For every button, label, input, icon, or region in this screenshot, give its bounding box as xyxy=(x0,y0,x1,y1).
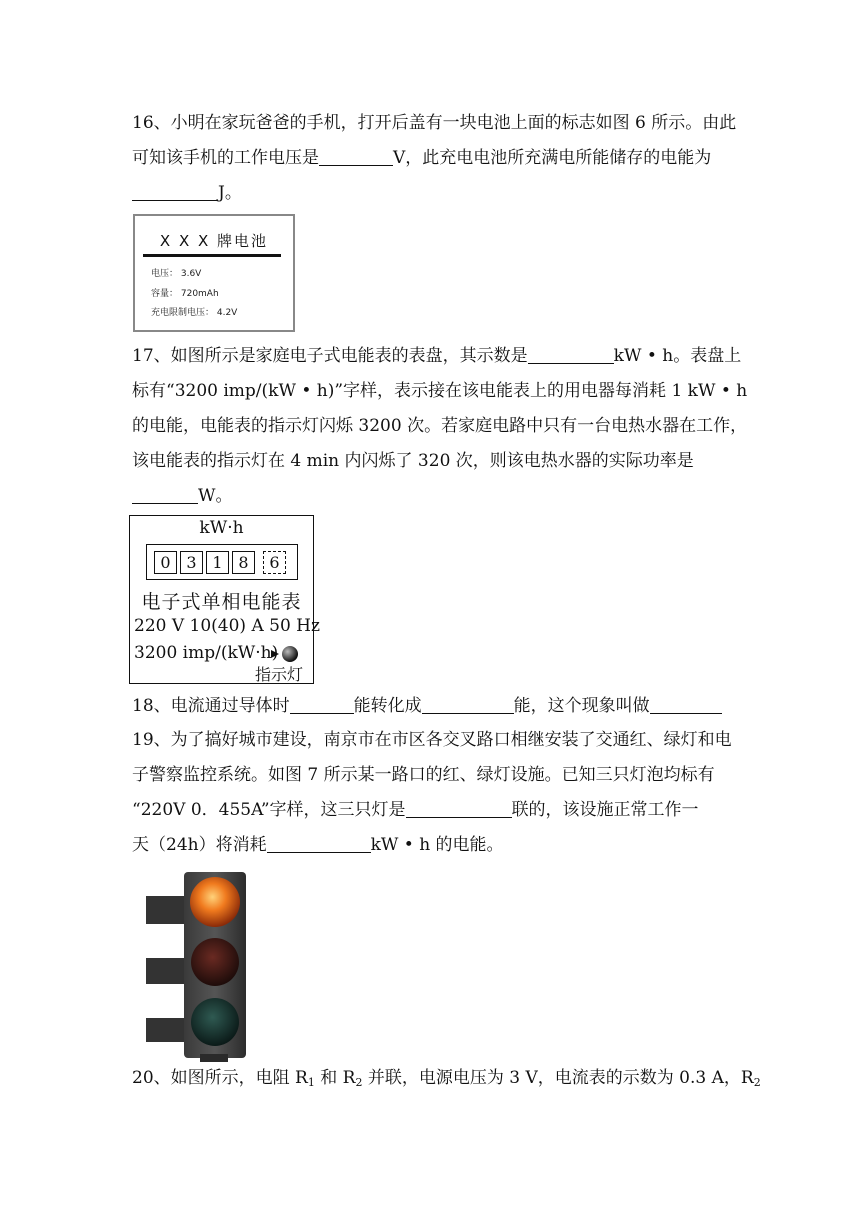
question-19 xyxy=(132,723,732,863)
answer-blank-energy[interactable] xyxy=(132,182,218,201)
q17-line-2: 标有“3200 imp/(kW • h)”字样，表示接在该电能表上的用电器每消耗 1 kW • h xyxy=(132,381,748,401)
meter-digit: 3 xyxy=(180,551,203,574)
answer-blank-energy-from[interactable] xyxy=(290,695,354,714)
question-20: 20、如图所示，电阻 $R_1$ 和 $R_2$ 并联，电源电压为 3 V，电流表的示数为 0.3 A，$R_2$ xyxy=(132,1068,761,1089)
battery-charge-limit: 充电限制电压： 4.2V xyxy=(151,308,238,318)
meter-rating: 220 V 10(40) A 50 Hz xyxy=(134,616,320,636)
answer-blank-energy-to[interactable] xyxy=(422,695,514,714)
meter-digit: 1 xyxy=(206,551,229,574)
arrow-icon xyxy=(271,650,279,658)
answer-blank-daily-energy[interactable] xyxy=(267,834,371,853)
question-18: 18、电流通过导体时 能转化成 能，这个现象叫做 xyxy=(132,689,732,724)
q19-line-4: 天（24h）将消耗 kW • h 的电能。 xyxy=(132,835,504,855)
meter-imp-constant: 3200 imp/(kW·h) xyxy=(134,643,279,663)
q17-line-3: 的电能，电能表的指示灯闪烁 3200 次。若家庭电路中只有一台电热水器在工作， xyxy=(132,416,748,436)
answer-blank-meter-reading[interactable] xyxy=(528,345,614,364)
indicator-lamp-icon xyxy=(282,646,298,662)
amber-lamp-dim xyxy=(191,938,239,986)
indicator-label: 指示灯 xyxy=(255,665,304,684)
red-lamp-lit xyxy=(190,877,240,927)
meter-name: 电子式单相电能表 xyxy=(141,591,302,613)
q19-line-2: 子警察监控系统。如图 7 所示某一路口的红、绿灯设施。已知三只灯泡均标有 xyxy=(132,765,715,785)
q16-line-1: 16、小明在家玩爸爸的手机，打开后盖有一块电池上面的标志如图 6 所示。由此 xyxy=(132,113,737,133)
q19-line-3: “220V 0．455A”字样，这三只灯是 联的，该设施正常工作一 xyxy=(132,800,699,820)
q17-line-5: W。 xyxy=(132,479,732,514)
left-visor xyxy=(146,1018,190,1042)
answer-blank-phenomenon[interactable] xyxy=(650,695,722,714)
battery-brand-title: X X X 牌电池 xyxy=(159,232,269,250)
q17-line-1: 17、如图所示是家庭电子式电能表的表盘，其示数是 kW • h。表盘上 xyxy=(132,346,742,366)
answer-blank-voltage[interactable] xyxy=(319,147,393,166)
meter-digit: 8 xyxy=(232,551,255,574)
meter-decimal-digit: 6 xyxy=(263,551,286,574)
answer-blank-power[interactable] xyxy=(132,485,198,504)
answer-blank-connection[interactable] xyxy=(406,799,512,818)
green-lamp-dim xyxy=(191,998,239,1046)
q19-line-1: 19、为了搞好城市建设，南京市在市区各交叉路口相继安装了交通红、绿灯和电 xyxy=(132,730,732,750)
battery-title-rule xyxy=(143,254,281,257)
question-16 xyxy=(132,106,737,211)
left-visor xyxy=(146,958,190,984)
q17-line-4: 该电能表的指示灯在 4 min 内闪烁了 320 次，则该电热水器的实际功率是 xyxy=(132,451,694,471)
left-visor xyxy=(146,896,190,924)
battery-voltage: 电压： 3.6V xyxy=(151,269,202,279)
meter-digit: 0 xyxy=(154,551,177,574)
electricity-meter-figure xyxy=(129,515,320,684)
q16-line-3: J。 xyxy=(132,176,732,211)
question-17 xyxy=(132,339,748,514)
q16-line-2: 可知该手机的工作电压是 V，此充电电池所充满电所能储存的电能为 xyxy=(132,148,712,168)
meter-digit-window xyxy=(146,544,298,580)
meter-unit: kW·h xyxy=(199,518,244,538)
battery-capacity: 容量： 720mAh xyxy=(151,289,219,299)
traffic-light-figure xyxy=(140,866,260,1062)
battery-label-figure xyxy=(133,214,295,332)
